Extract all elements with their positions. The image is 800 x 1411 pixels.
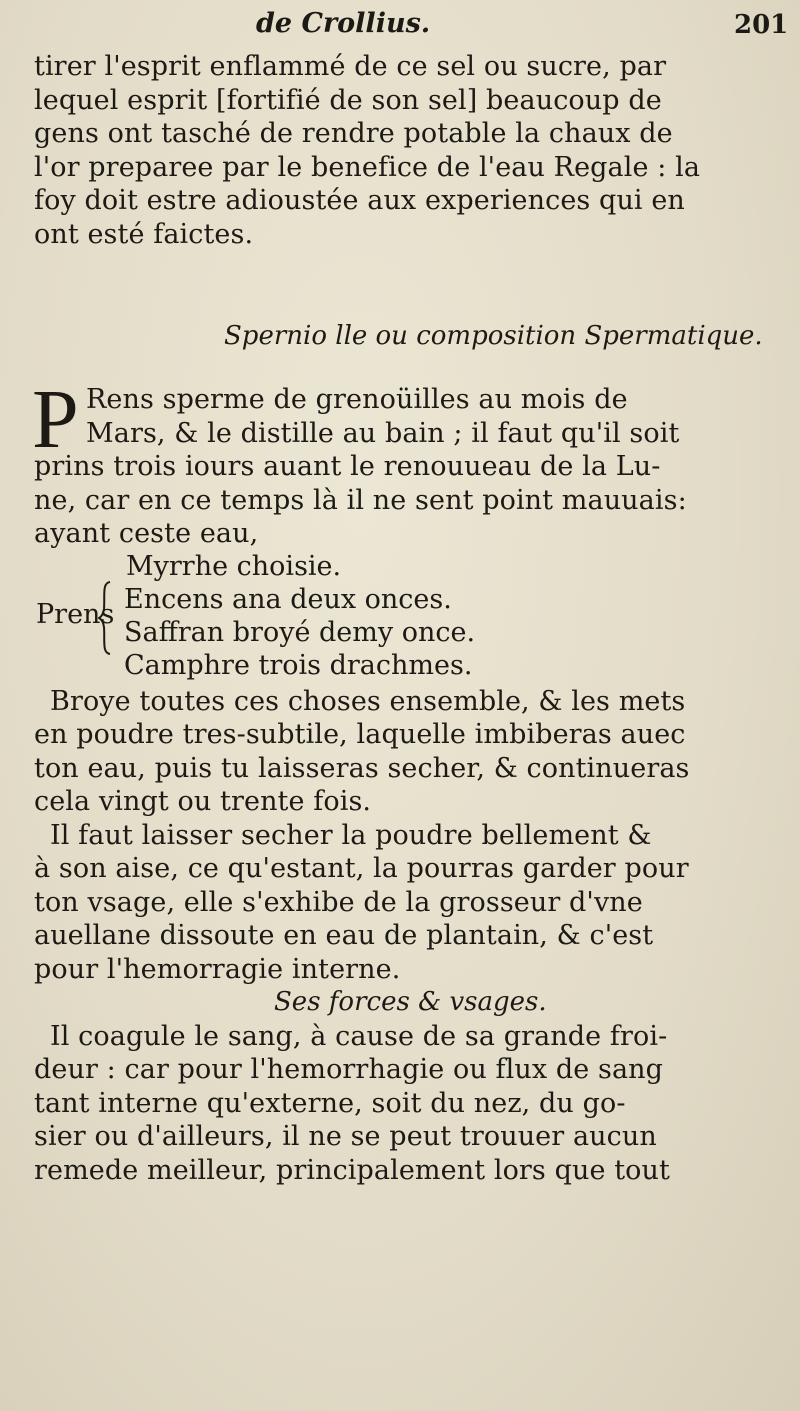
text-line: gens ont tasché de rendre potable la chaux de: [34, 118, 673, 149]
section-title: Spernio lle ou composition Spermatique.: [224, 321, 763, 351]
text-line: cela vingt ou trente fois.: [34, 786, 372, 817]
page-header: [34, 0, 789, 50]
text-line: sier ou d'ailleurs, il ne se peut trouuer aucun: [34, 1121, 657, 1152]
ingredient-list: [34, 551, 784, 685]
recipe-paragraph: [32, 373, 784, 551]
text-line: auellane dissoute en eau de plantain, & c'est: [34, 920, 654, 951]
instruction-paragraph: [34, 685, 784, 987]
page-number: 201: [734, 10, 789, 40]
text-line: à son aise, ce qu'estant, la pourras garder pour: [34, 853, 689, 884]
page-text: [32, 0, 789, 1187]
text-line: en poudre tres-subtile, laquelle imbiberas auec: [34, 719, 686, 750]
text-line: Mars, & le distille au bain ; il faut qu'il soit: [86, 417, 680, 449]
running-head: de Crollius.: [256, 8, 431, 39]
text-line: ton vsage, elle s'exhibe de la grosseur d'vne: [34, 886, 643, 918]
text-line: tant interne qu'externe, soit du nez, du go-: [34, 1087, 626, 1119]
text-line: foy doit estre adioustée aux experiences qui en: [34, 185, 685, 216]
text-line: Il coagule le sang, à cause de sa grande froi-: [50, 1020, 668, 1052]
text-line: prins trois iours auant le renouueau de la Lu-: [34, 451, 661, 482]
text-line: tirer l'esprit enflammé de ce sel ou sucre, par: [34, 51, 667, 82]
prens-label: Prens: [36, 598, 115, 630]
text-line: pour l'hemorragie interne.: [34, 953, 401, 985]
text-line: ont esté faictes.: [34, 218, 254, 250]
curly-brace-icon: [98, 581, 112, 655]
ingredient-item: Myrrhe choisie.: [126, 550, 342, 582]
text-line: ne, car en ce temps là il ne sent point mauuais:: [34, 484, 687, 516]
text-line: l'or preparee par le benefice de l'eau Regale : la: [34, 151, 701, 183]
text-line: ton eau, puis tu laisseras secher, & continueras: [34, 752, 690, 784]
ingredient-item: Saffran broyé demy once.: [124, 616, 476, 648]
text-line: remede meilleur, principalement lors que tout: [34, 1154, 670, 1186]
text-line: Broye toutes ces choses ensemble, & les mets: [50, 685, 686, 717]
ingredient-item: Camphre trois drachmes.: [124, 649, 473, 681]
text-line: ayant ceste eau,: [34, 518, 259, 549]
text-line: Rens sperme de grenoüilles au mois de: [86, 384, 628, 415]
intro-paragraph: [34, 50, 784, 251]
text-line: deur : car pour l'hemorrhagie ou flux de sang: [34, 1054, 664, 1085]
forces-title: Ses forces & vsages.: [274, 987, 547, 1017]
forces-paragraph: [34, 1020, 784, 1188]
drop-cap: P: [32, 373, 79, 466]
text-line: Il faut laisser secher la poudre bellement &: [50, 819, 652, 851]
ingredient-item: Encens ana deux onces.: [124, 583, 452, 615]
text-line: lequel esprit [fortifié de son sel] beaucoup de: [34, 84, 662, 116]
